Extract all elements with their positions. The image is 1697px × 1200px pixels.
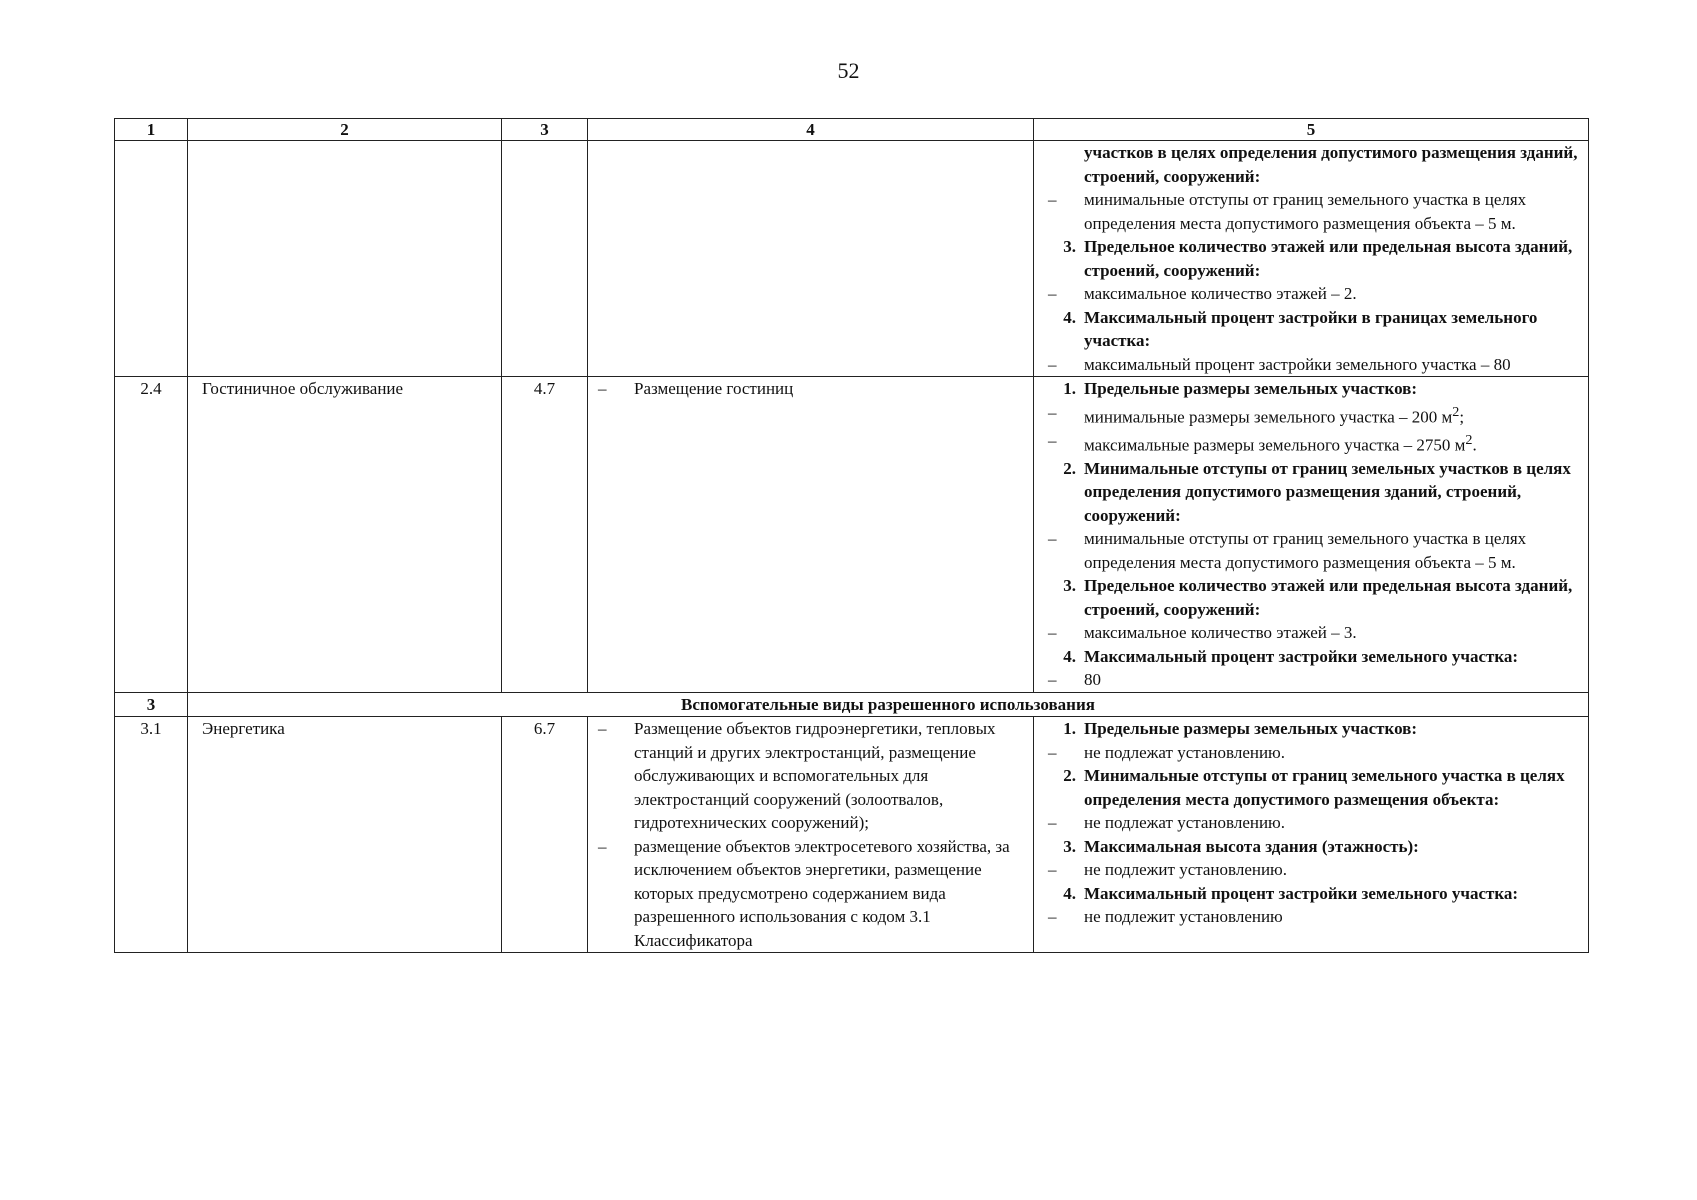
cell-num: 2.4 [115, 377, 188, 693]
list-marker: – [1048, 670, 1057, 690]
list-item [1040, 141, 1582, 188]
header-col-3: 3 [502, 119, 588, 141]
list-item [1040, 235, 1582, 282]
list-text: Максимальный процент застройки земельного участка: [1084, 646, 1519, 666]
list-marker [1040, 141, 1084, 188]
cell-description [588, 141, 1034, 377]
min-size-sup: 2 [1452, 403, 1460, 420]
list-text [1084, 429, 1582, 457]
list-item [1040, 905, 1582, 929]
list-item [1040, 668, 1582, 692]
list-item [1040, 429, 1582, 457]
list-text: Максимальный процент застройки в границах земельного участка: [1084, 307, 1538, 350]
list-text: размещение объектов электросетевого хозяйства, за исключением объектов энергетики, размещение которых предусмотрено содержанием вида разрешенного использования с кодом 3.1 Классификатора [634, 836, 1010, 950]
cell-name: Гостиничное обслуживание [188, 377, 502, 693]
list-text: не подлежат установлению. [1084, 742, 1286, 762]
list-text: минимальные отступы от границ земельного участка в целях определения места допустимого размещения объекта – 5 м. [1084, 190, 1527, 233]
list-item [1040, 717, 1582, 741]
cell-description [588, 377, 1034, 693]
list-item [1040, 353, 1582, 377]
list-text: не подлежит установлению. [1084, 860, 1288, 880]
list-item [1040, 527, 1582, 574]
list-item [1040, 306, 1582, 353]
list-text: Размещение объектов гидроэнергетики, тепловых станций и других электростанций, размещение обслуживающих и вспомогательных для электростанций сооружений (золоотвалов, гидротехнических сооружений); [634, 719, 996, 833]
section-row-3 [115, 692, 1589, 717]
list-marker: – [1048, 430, 1057, 450]
header-col-4: 4 [588, 119, 1034, 141]
cell-parameters [1034, 717, 1589, 953]
list-item [1040, 741, 1582, 765]
list-item [1040, 282, 1582, 306]
max-size-sup: 2 [1465, 431, 1473, 448]
cell-description [588, 717, 1034, 953]
list-text: участков в целях определения допустимого размещения зданий, строений, сооружений: [1084, 143, 1578, 186]
header-col-2: 2 [188, 119, 502, 141]
table-row-3-1 [115, 717, 1589, 953]
list-marker: – [1048, 860, 1057, 880]
list-marker: – [1048, 402, 1057, 422]
list-item [1040, 764, 1582, 811]
list-text: Предельное количество этажей или предельная высота зданий, строений, сооружений: [1084, 237, 1573, 280]
list-marker: 3. [1063, 576, 1076, 596]
max-size-text: максимальные размеры земельного участка – 2750 м [1084, 435, 1466, 455]
header-row [115, 119, 1589, 141]
list-item [1040, 882, 1582, 906]
parameters-rest [1040, 457, 1582, 692]
list-item [598, 717, 1027, 835]
list-marker: – [1048, 354, 1057, 374]
cell-name: Энергетика [188, 717, 502, 953]
list-item [1040, 574, 1582, 621]
cell-code: 6.7 [502, 717, 588, 953]
list-marker: – [598, 379, 607, 398]
list-marker: – [598, 836, 607, 856]
list-item [1040, 377, 1582, 401]
list-text: Предельные размеры земельных участков: [1084, 379, 1418, 398]
land-use-regulations-table [114, 118, 1589, 953]
cell-parameters [1034, 377, 1589, 693]
cell-num [115, 141, 188, 377]
cell-parameters [1034, 141, 1589, 377]
list-text: минимальные отступы от границ земельного участка в целях определения места допустимого размещения объекта – 5 м. [1084, 529, 1527, 572]
list-marker: – [1048, 742, 1057, 762]
list-text: Максимальный процент застройки земельного участка: [1084, 883, 1519, 903]
list-item [1040, 621, 1582, 645]
list-item [1040, 835, 1582, 859]
list-text: максимальный процент застройки земельного участка – 80 [1084, 354, 1511, 374]
list-marker: 2. [1063, 766, 1076, 786]
list-item [1040, 457, 1582, 528]
list-marker: 4. [1063, 646, 1076, 666]
list-text [1084, 401, 1582, 429]
page-number: 52 [837, 58, 860, 83]
min-size-text: минимальные размеры земельного участка – 200 м [1084, 407, 1453, 427]
list-marker: – [1048, 907, 1057, 927]
cell-code: 4.7 [502, 377, 588, 693]
section-num: 3 [115, 692, 188, 717]
table-row-2-4 [115, 377, 1589, 693]
list-marker: 4. [1063, 307, 1076, 327]
list-item [1040, 858, 1582, 882]
header-col-5: 5 [1034, 119, 1589, 141]
list-marker: – [1048, 190, 1057, 209]
cell-num: 3.1 [115, 717, 188, 953]
list-text: Минимальные отступы от границ земельных участков в целях определения допустимого размещения зданий, строений, сооружений: [1084, 458, 1571, 525]
list-marker: 1. [1063, 379, 1076, 398]
list-marker: – [1048, 284, 1057, 303]
list-item [598, 835, 1027, 953]
cell-code [502, 141, 588, 377]
list-marker: – [1048, 813, 1057, 833]
list-marker: 2. [1063, 458, 1076, 478]
min-size-end: ; [1459, 407, 1465, 427]
header-col-1: 1 [115, 119, 188, 141]
list-marker: – [1048, 623, 1057, 643]
list-item [1040, 645, 1582, 669]
list-marker: 3. [1063, 836, 1076, 856]
list-text: Предельное количество этажей или предельная высота зданий, строений, сооружений: [1084, 576, 1573, 619]
list-text: 80 [1084, 670, 1101, 690]
list-marker: 1. [1063, 719, 1076, 739]
list-text: Предельные размеры земельных участков: [1084, 719, 1418, 739]
list-text: Максимальная высота здания (этажность): [1084, 836, 1419, 856]
list-text: максимальное количество этажей – 3. [1084, 623, 1357, 643]
list-marker: 3. [1063, 237, 1076, 256]
table-row-continued [115, 141, 1589, 377]
list-text: не подлежат установлению. [1084, 813, 1286, 833]
list-marker: 4. [1063, 883, 1076, 903]
list-marker: – [598, 719, 607, 739]
section-title: Вспомогательные виды разрешенного использования [188, 692, 1589, 717]
list-text: максимальное количество этажей – 2. [1084, 284, 1357, 303]
max-size-end: . [1472, 435, 1477, 455]
list-item [1040, 401, 1582, 429]
list-text: не подлежит установлению [1084, 907, 1283, 927]
list-marker: – [1048, 529, 1057, 549]
list-text: Минимальные отступы от границ земельного участка в целях определения места допустимого размещения объекта: [1084, 766, 1565, 809]
list-text: Размещение гостиниц [634, 379, 794, 398]
list-item [1040, 811, 1582, 835]
list-item [598, 377, 1027, 401]
cell-name [188, 141, 502, 377]
list-item [1040, 188, 1582, 235]
